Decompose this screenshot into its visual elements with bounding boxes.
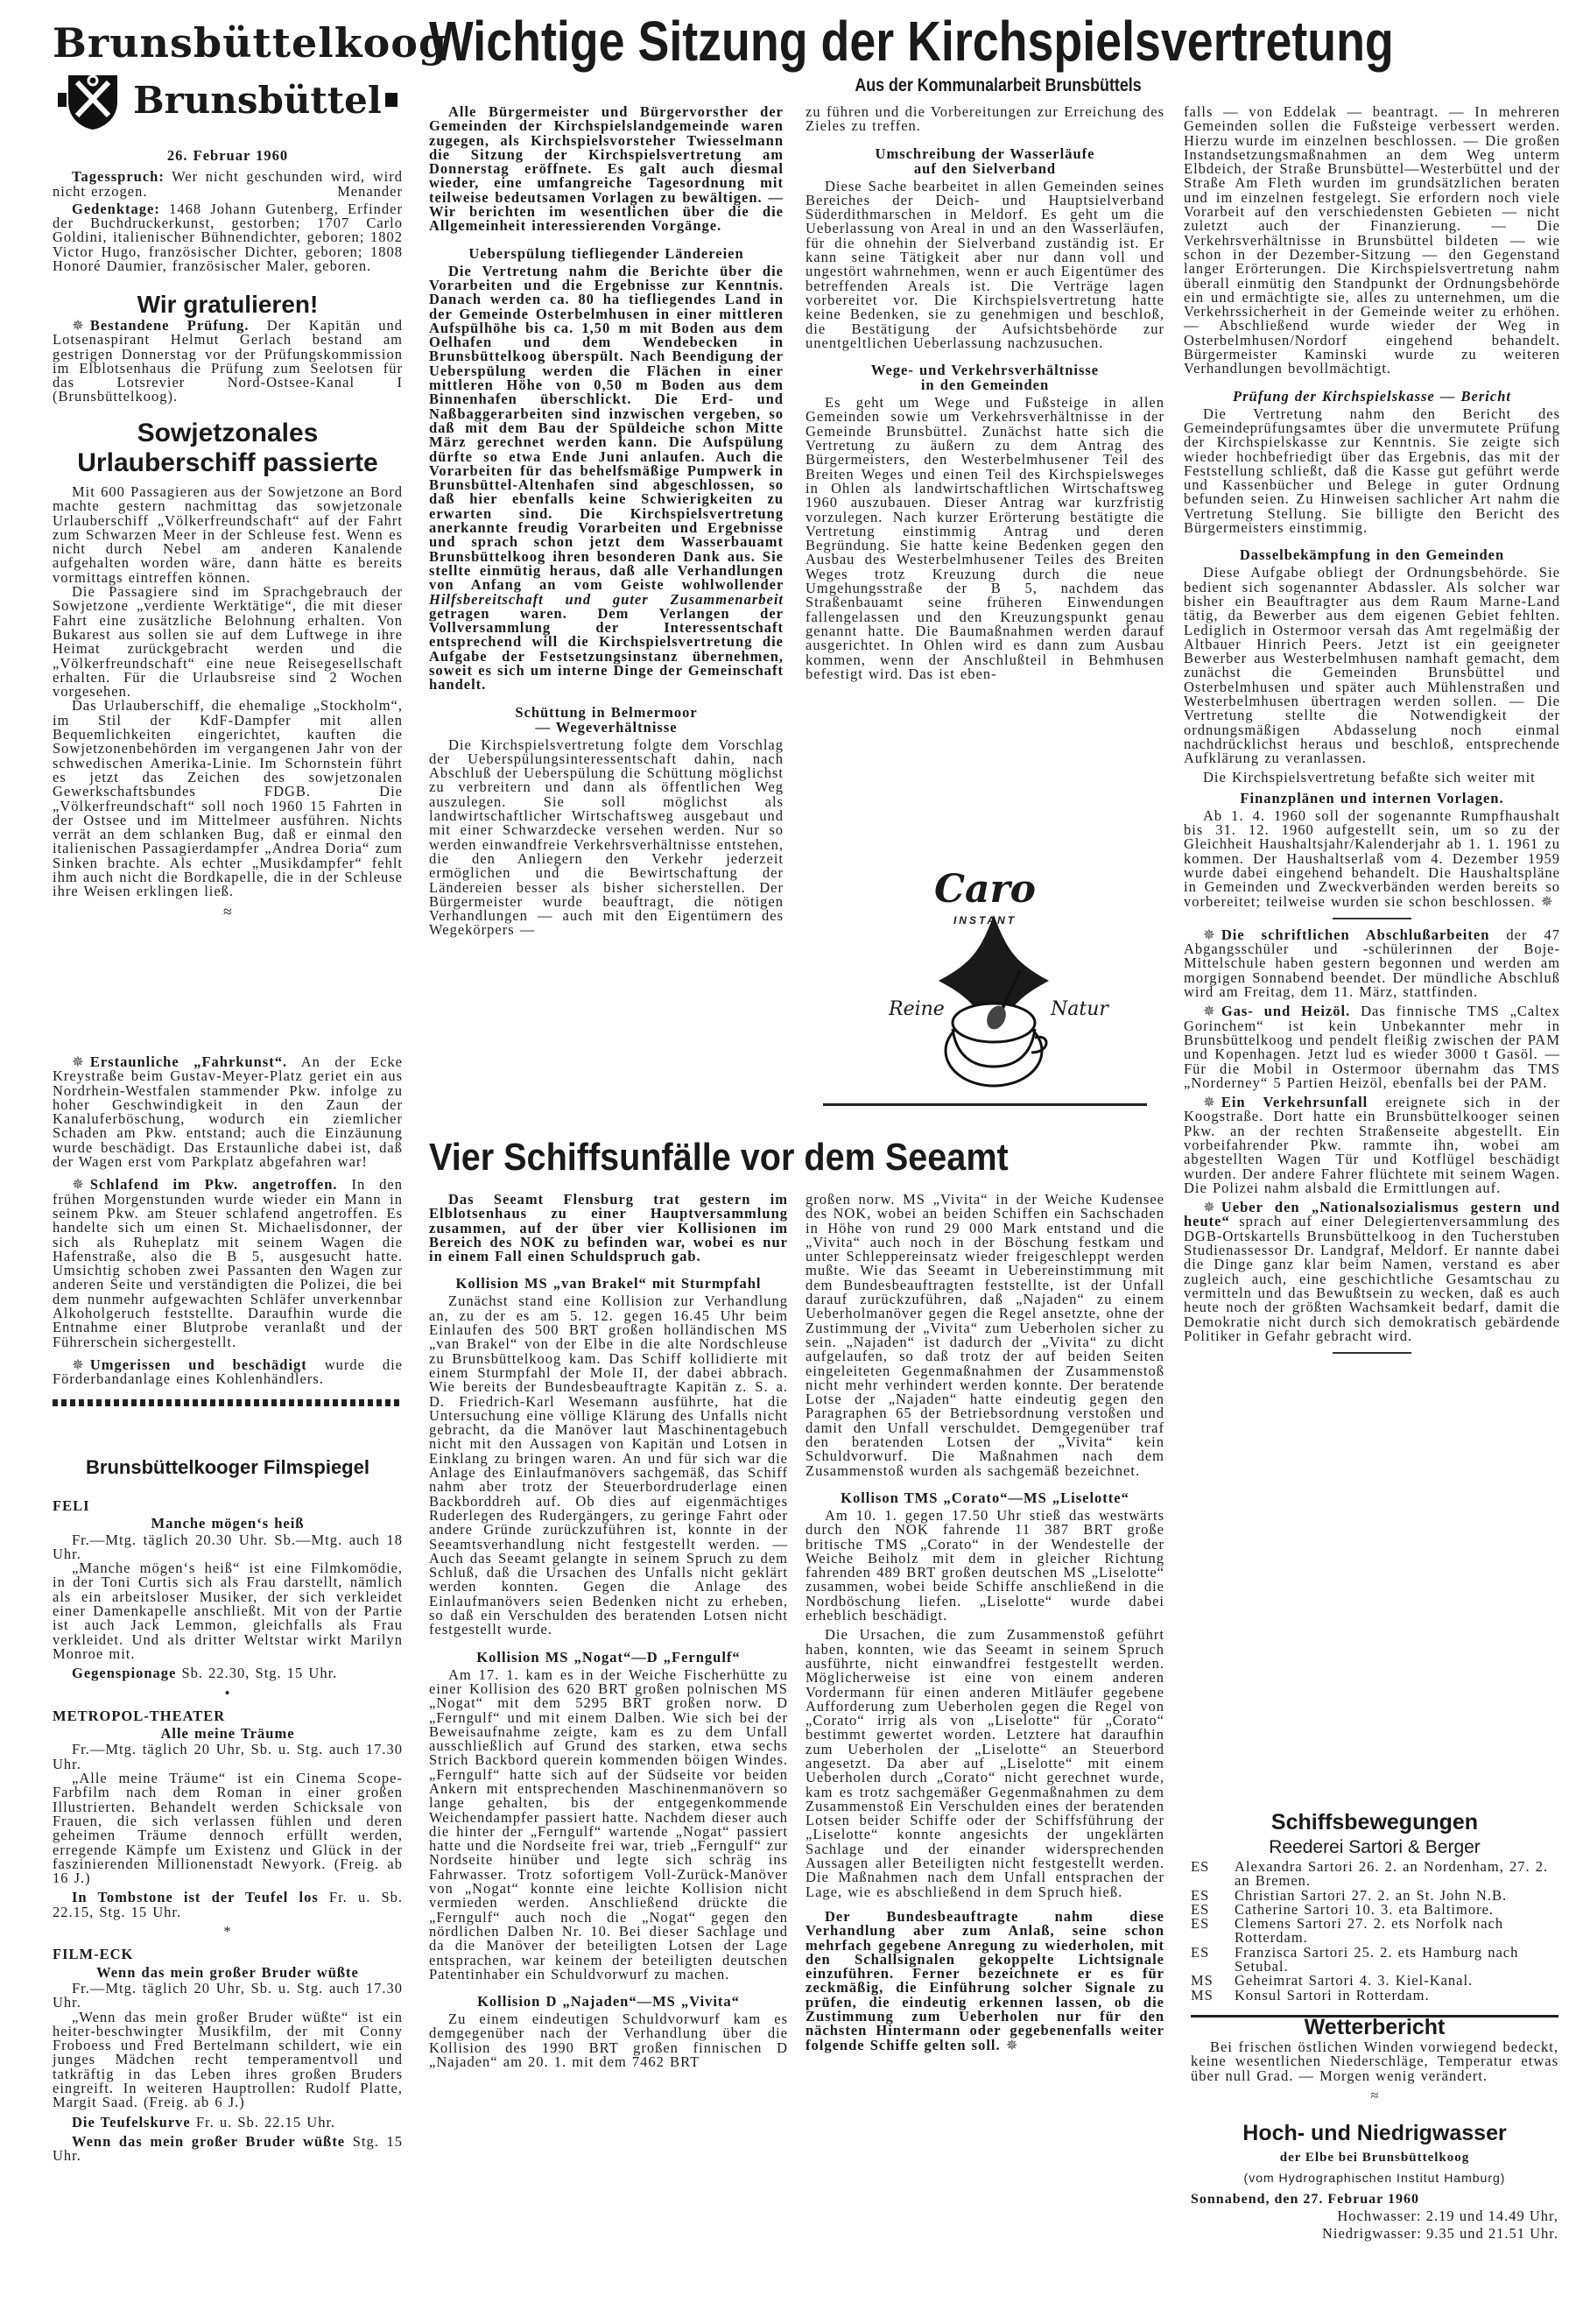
ship-type: MS	[1191, 1986, 1214, 2004]
ship-entry: Franzisca Sartori 25. 2. ets Hamburg nach Setubal.	[1235, 1943, 1519, 1975]
date-header	[53, 149, 403, 278]
ship-type: ES	[1191, 1900, 1210, 1918]
ship-type: MS	[1191, 1972, 1214, 1989]
section-heading: auf den Sielverband	[913, 159, 1057, 177]
ad-slogan-left: Reine	[889, 998, 945, 1020]
ship-type: ES	[1191, 1915, 1210, 1933]
filmspiegel	[53, 1455, 403, 2168]
ship-type: ES	[1191, 1886, 1210, 1904]
news-lead: Die schriftlichen Abschlußarbeiten	[1221, 926, 1490, 943]
section-text: Die Ursachen, die zum Zusammenstoß geführt haben, konnten, wie das Seeamt in seinem Spruch ausführte, nicht einwandfrei festgestellt werden. Möglicherweise ist eine von einem anderen Vordermann für einen anderen Mitläufer gegebene Aufforderung zum Ueberholen gegen die Regel von „Corato“ irrig als von „Liselotte“ für „Corato“ bestimmt gewertet worden. Letztere hat daraufhin zum Ueberholen der „Liselotte“ an Steuerbord angesetzt. Da aber auf „Liselotte“ mit einem Ueberholen durch „Corato“ nicht gerechnet wurde, kam es trotz sachgemäßer Gegenmaßnahmen zu dem Zusammenstoß Ein Verschulden eines der beratenden Lotsen beider Schiffe oder der Schiffsführung der „Liselotte“ konnte angesichts der ungeklärten Sachlage und der einander widersprechenden Aussagen aller Beteiligten nicht festgestellt werden. Die Maßnahmen nach dem Unfall entsprachen der Lage, wie es abschließend in dem Spruch hieß.	[806, 1626, 1164, 1900]
ship-entry: Geheimrat Sartori 4. 3. Kiel-Kanal.	[1235, 1972, 1474, 1989]
film-title: Wenn das mein großer Bruder wüßte	[96, 1963, 359, 1981]
ship-entry: Konsul Sartori in Rotterdam.	[1235, 1986, 1430, 2004]
tagesspruch-author: Menander	[337, 182, 403, 200]
star-icon: ✵	[1203, 926, 1216, 943]
ad-subbrand: INSTANT	[953, 914, 1017, 926]
separator: *	[223, 1923, 232, 1940]
seeamt-headline: Vier Schiffsunfälle vor dem Seeamt	[429, 1136, 1009, 1179]
section-heading: Umschreibung der Wasserläufe	[875, 144, 1095, 162]
star-icon: ✵	[1005, 2036, 1019, 2053]
section-heading: — Wegeverhältnisse	[535, 718, 678, 736]
showtimes: Fr.—Mtg. täglich 20 Uhr, Sb. u. Stg. auch 17.30 Uhr.	[53, 1741, 403, 1772]
tagesspruch-label: Tagesspruch:	[72, 168, 165, 186]
wave-divider: ≈	[1370, 2088, 1379, 2103]
masthead-subtitle: Brunsbüttel	[133, 78, 382, 122]
caro-advertisement	[806, 867, 1164, 1121]
ad-slogan-right: Natur	[1051, 998, 1108, 1020]
paragraph: Das Urlauberschiff, die ehemalige „Stockholm“, im Stil der KdF-Dampfer mit allen Bequemlichkeiten eingerichtet, kauften die Sowjetzonenbehörden im vergangenen Jahr von der schwedischen Amerika-Linie. Im Schornstein führt es jetzt das Zeichen des sowjetzonalen Gewerkschaftsbundes FDGB. Die „Völkerfreundschaft“ soll noch 1960 15 Fahrten in der Ostsee und im Mittelmeer ausführen. Nichts verrät an dem schlanken Bug, daß er einmal den italienischen Passagierdampfer „Andrea Doria“ zum Sinken brachte. Als echter „Musikdampfer“ fehlt ihm auch nicht die Bordkapelle, die in der Schleuse ihre Weisen erklingen ließ.	[53, 697, 403, 900]
film-description: „Alle meine Träume“ ist ein Cinema Scope-Farbfilm nach dem Roman in einer großen Illustrierten. Behandelt werden Schicksale von Frauen, die sich verlassen fühlen und deren geheimen Träume dennoch erfüllt werden, erregende Kämpfe um Existenz und Glück in der faszinierenden Millionenstadt Newyork. (Freig. ab 16 J.)	[53, 1770, 403, 1887]
news-text: In den frühen Morgenstunden wurde wieder ein Mann in seinem Pkw. am Steuer schlafend angetroffen. Es handelte sich um einen St. Michaelisdonner, der sich als Ruheplatz mit seinem Wagen die Hafenstraße, also die B 5, ausgesucht hatte. Umsichtig schoben zwei Passanten den Wagen zur anderen Seite und verständigten die Polizei, die bei dem nunmehr aufgewachten Schläfer unverkennbar Alkoholgeruch feststellte. Daraufhin wurde die Entnahme einer Blutprobe veranlaßt und der Führerschein sichergestellt.	[53, 1176, 403, 1350]
film-title: Gegenspionage	[72, 1665, 177, 1682]
ship-row	[1191, 1943, 1558, 1975]
section-heading: Finanzplänen und internen Vorlagen.	[1240, 789, 1504, 806]
ship-row	[1191, 1986, 1558, 2004]
star-icon: ✵	[1203, 1199, 1216, 1216]
section-heading: in den Gemeinden	[920, 377, 1050, 394]
star-icon: ✵	[1203, 1094, 1216, 1111]
cinema-listing	[53, 1947, 403, 2163]
film-title: Wenn das mein großer Bruder wüßte	[72, 2132, 346, 2150]
low-water-times: Niedrigwasser: 9.35 und 21.51 Uhr.	[1321, 2225, 1558, 2242]
news-lead: Ueber den „Nationalsozialismus gestern und heute“	[1184, 1199, 1560, 1230]
film-title: Die Teufelskurve	[72, 2113, 191, 2130]
section-title: Wetterbericht	[1304, 2015, 1446, 2039]
showtimes: Stg. 15 Uhr.	[53, 2132, 403, 2165]
ornament-divider	[53, 1399, 403, 1406]
news-text: ereignete sich in der Koogstraße. Dort hatte ein Brunsbüttelkooger seinen Pkw. an der rechten Straßenseite abgestellt. Ein vorbeifahrender Pkw. rammte ihn, wobei am abgestellten Wagen Tür und Kotflügel beschädigt wurden. Der andere Fahrer flüchtete mit seinem Wagen. Die Polizei nahm alsbald die Ermittlungen auf.	[1184, 1094, 1560, 1196]
section-heading: Wege- und Verkehrsverhältnisse	[870, 362, 1100, 379]
section-text: Am 17. 1. kam es in der Weiche Fischerhütte zu einer Kollision des 620 BRT großen polnischen MS „Nogat“ mit dem 5295 BRT großen norw. D „Ferngulf“ und mit einem Dalben. Wie sich bei der Beweisaufnahme zeigte, kam es zu dem Unfall ausschließlich auf Grund des starken, etwa sechs Strich Backbord querein kommenden böigen Windes. „Ferngulf“ hatte sich auf der Südseite vor beiden Ankern mit entsprechenden Maschinenmanövern so lange gehalten, bis der entgegenkommende Weichendampfer passiert hatte. Nachdem dieser auch die hinter der „Ferngulf“ wartende „Nogat“ passiert hatte und die Nordseite frei war, trieb „Ferngulf“ zur Nordseite hinüber und legte sich schräg ins Fahrwasser. Trotz sofortigem Voll-Zurück-Manöver von „Nogat“ konnte eine leichte Kollision nicht vermieden werden. Anschließend drückte die „Ferngulf“ auch noch die „Nogat“ gegen den nördlichen Dalben Nr. 10. Bei dieser Sachlage und da die Manöver der beteiligten Lotsen der Lage entsprachen, war keinem der beteiligten deutschen Patentinhaber ein Schuldvorwurf zu machen.	[429, 1666, 788, 1982]
ship-row	[1191, 1917, 1558, 1946]
news-text: sprach auf einer Delegiertenversammlung des DGB-Ortskartells Brunsbüttelkoog in den Tucherstuben Studienassessor Dr. Landgraf, Meldorf. Er nannte dabei die Dinge ganz klar beim Namen, verstand es aber zugleich auch, eine geschichtliche Gesamtschau zu vermitteln und das Bewußtsein zu wecken, daß es auch heute noch der größten Wachsamkeit bedarf, damit die Demokratie nicht durch sich demokratisch gebärdende Politiker in Gefahr gebracht wird.	[1184, 1213, 1561, 1344]
divider	[1333, 1352, 1411, 1354]
news-lead: Schlafend im Pkw. angetroffen.	[89, 1176, 338, 1194]
news-lead: Umgerissen und beschädigt	[89, 1356, 307, 1373]
headline-title: Wichtige Sitzung der Kirchspielsvertretung	[429, 10, 1394, 73]
news-text: Das finnische TMS „Caltex Gorinchem“ ist kein Unbekannter mehr in Brunsbüttelkoog und pendelt fleißig zwischen der PAM und Kopenhagen. Jetzt lud es wieder 3000 t Gasöl. — Für die Mobil in Ostermoor übernahm das TMS „Norderney“ 5 Partien Heizöl, ebenfalls bei der PAM.	[1184, 1003, 1560, 1091]
gratulieren-section	[53, 291, 403, 410]
section-text: Die Vertretung nahm den Bericht des Gemeindeprüfungsamtes über die unvermutete Prüfung der Kirchspielskasse zur Kenntnis. Sie zeigte sich wieder hochbefriedigt über das Ergebnis, das mit der Feststellung schließt, daß die Kasse gut geführt werde und Kassenbücher und Belege in guter Ordnung befunden seien. Zu Hinweisen sachlicher Art nahm die Vertretung Stellung. Sie billigte den Bericht des Bürgermeisters einstimmig.	[1184, 405, 1560, 537]
section-heading: Dasselbekämpfung in den Gemeinden	[1239, 546, 1505, 564]
section-text: falls — von Eddelak — beantragt. — In mehreren Gemeinden sollen die Fußsteige verbessert werden. Hierzu wurde im einzelnen beschlossen. — Die großen Instandsetzungsmaßnahmen an dem Weg unterm Elbdeich, der Straße Brunsbüttel—Westerbüttel und der Straße Am Fleth wurden im grundsätzlichen beraten und im einzelnen festgelegt. Sie erfordern noch viele Vorarbeit auf den verschiedensten Gebieten — nicht zuletzt auch der Finanzierung. — Die Verkehrsverhältnisse in Brunsbüttel bildeten — wie schon in der Dezember-Sitzung — den Gegenstand langer Erörterungen. Die Kirchspielsvertretung nahm überall einmütig den Standpunkt der Ordnungsbehörde ein und ermächtigte sie, alles zu unternehmen, um die Verkehrssicherheit in der Gemeinde weiter zu erhöhen. — Abschließend wurde wieder der Weg in Osterbelmhusen/Nordorf eingehend behandelt. Bürgermeister Kaminski wurde zu weiteren Verhandlungen bevollmächtigt.	[1184, 103, 1560, 377]
section-heading: Kollison TMS „Corato“—MS „Liselotte“	[841, 1489, 1129, 1506]
cinema-name: FILM-ECK	[53, 1946, 134, 1963]
film-description: „Manche mögen‘s heiß“ ist eine Filmkomödie, in der Toni Curtis sich als Frau darstellt, nämlich als ein arbeitsloser Musiker, der sich verkleidet einer Damenkapelle anschließt. Mit von der Partie ist auch Jack Lemmon, gleichfalls als Frau verkleidet. Und als dritter Weltstar wirkt Marilyn Monroe mit.	[53, 1560, 403, 1662]
section-text-italic: Hilfsbereitschaft und guter Zusammenarbeit	[429, 590, 784, 608]
coat-of-arms-icon	[58, 68, 128, 131]
cinema-name: FELI	[53, 1497, 90, 1514]
seeamt-col2	[806, 1193, 1164, 2058]
paragraph: Die Passagiere sind im Sprachgebrauch der Sowjetzone „verdiente Werktätige“, die mit dieser Fahrt eine zusätzliche Belohnung erhalten. Von Bukarest aus sollen sie auf dem Luftwege in ihre Heimat zurückgebracht werden und die „Völkerfreundschaft“ eine neue Reisegesellschaft erhalten. Für die Urlaubsreise sind 2 Wochen vorgesehen.	[53, 583, 403, 701]
section-title: Hoch- und Niedrigwasser	[1242, 2121, 1507, 2145]
main-headline	[429, 11, 1567, 96]
filmspiegel-title: Brunsbüttelkooger Filmspiegel	[86, 1456, 369, 1478]
weather-text: Bei frischen östlichen Winden vorwiegend bedeckt, keine wesentlichen Niederschläge, Temperatur etwas über null Grad. — Morgen wenig verändert.	[1191, 2039, 1558, 2084]
divider	[823, 1103, 1147, 1106]
news-lead: Erstaunliche „Fahrkunst“.	[89, 1053, 288, 1070]
section-text: Diese Aufgabe obliegt der Ordnungsbehörde. Sie bedient sich sogenannter Abdassler. Als solcher war bisher ein Beauftragter aus dem Raum Marne-Land tätig, da Bewerber aus dem eigenen Gebiet fehlten. Lediglich in Ostermoor versah das Amt regelmäßig der Altbauer Hinrich Peers. Jetzt ist ein geeigneter Bewerber aus Westerbelmhusen namhaft gemacht, dem zunächst die Gemeinden Brunsbüttel und Osterbelmhusen und später auch Mühlenstraßen und Westerbelmhusen übertragen werden sollen. — Die Vertretung stellte die Notwendigkeit der ordnungsmäßigen Abdasselung noch einmal nachdrücklichst heraus und beschloß, entsprechende Aufklärung zu veranlassen.	[1184, 564, 1560, 767]
showtimes: Fr. u. Sb. 22.15, Stg. 15 Uhr.	[53, 1889, 404, 1920]
news-text: An der Ecke Kreystraße beim Gustav-Meyer-Platz geriet ein aus Nordrhein-Westfalen stammender Pkw. infolge zu hoher Geschwindigkeit in den Zaun der Kanaluferböschung, wodurch ein ziemlicher Schaden am Pkw. entstand; auch die Einzäunung wurde beschädigt. Das Erstaunliche dabei ist, daß der Wagen erst vom Parkplatz abgefahren war!	[53, 1053, 403, 1171]
section-heading: Schüttung in Belmermoor	[515, 703, 698, 721]
section-text: Die Kirchspielsvertretung folgte dem Vorschlag der Ueberspülungsinteressentschaft dahin, nach Abschluß der Ueberspülung die Schüttung möglichst zu verbreitern und dann als öffentlichen Weg auszulegen. Sie soll möglichst als landwirtschaftlicher Wirtschaftsweg ausgebaut und mit einer Schwarzdecke versehen werden. Nur so werden einwandfreie Verkehrsverhältnisse entstehen, die den Anliegern den Verkehr jederzeit ermöglichen und die Bewirtschaftung der Ländereien besser als bisher sicherstellen. Der Bürgermeister wurde beauftragt, die nötigen Verhandlungen — auch mit den Eigentümern des Wegekörpers —	[429, 736, 784, 939]
article-lead: Das Seeamt Flensburg trat gestern im Elblotsenhaus zu einer Hauptversammlung zusammen, auf der über vier Kollisionen im Bereich des NOK zu befinden war, wobei es nur in einem Fall einen Schuldspruch gab.	[429, 1191, 788, 1265]
section-title: Schiffsbewegungen	[1270, 1810, 1479, 1835]
showtimes: Fr.—Mtg. täglich 20.30 Uhr. Sb.—Mtg. auch 18 Uhr.	[53, 1531, 403, 1562]
star-icon: ✵	[1540, 892, 1554, 910]
star-icon: ✵	[72, 1356, 85, 1373]
star-icon: ✵	[72, 1176, 85, 1194]
news-lead: Gas- und Heizöl.	[1221, 1003, 1351, 1020]
news-text: der 47 Abgangsschüler und -schülerinnen der Boje-Mittelschule haben gestern begonnen und werden am morgigen Sonnabend beendet. Der mündliche Abschluß wird am Freitag, dem 11. März, stattfinden.	[1184, 926, 1560, 1001]
main-article-col1	[429, 105, 784, 943]
showtimes: Sb. 22.30, Stg. 15 Uhr.	[181, 1665, 338, 1682]
masthead-title: Brunsbüttelkoog	[53, 19, 448, 67]
main-article-col3	[1184, 105, 1560, 1363]
news-lead: Bestandene Prüfung.	[89, 317, 250, 334]
ship-entry: Clemens Sartori 27. 2. ets Norfolk nach Rotterdam.	[1235, 1915, 1504, 1947]
article-title: Sowjetzonales	[137, 419, 319, 447]
showtimes: Fr. u. Sb. 22.15 Uhr.	[195, 2113, 336, 2130]
gratulieren-title: Wir gratulieren!	[137, 291, 319, 318]
hoch-niedrigwasser	[1191, 2119, 1558, 2243]
cinema-listing	[53, 1709, 403, 1939]
star-icon: ✵	[72, 317, 85, 334]
closing-text: Der Bundesbeauftragte nahm diese Verhandlung aber zum Anlaß, seine schon mehrfach gegebene Anregung zu wiederholen, mit den Schallsignalen gekoppelte Lichtsignale einzuführen. Ferner bezeichnete er es für zeckmäßig, die Einführung solcher Signale zu prüfen, die eindeutig erkennen lassen, ob die Zustimmung zum Ueberholen nur für den nächsten Hintermann oder gegebenenfalls weiter folgende Schiffe gelten soll.	[806, 1907, 1164, 2053]
showtimes: Fr.—Mtg. täglich 20 Uhr, Sb. u. Stg. auch 17.30 Uhr.	[53, 1979, 403, 2011]
section-text: getragen waren. Dem Verlangen der Vollversammlung der Interessentschaft entsprechend will die Kirchspielsvertretung die Aufgabe der Festsetzungsinstanz übernehmen, soweit es sich um interne Dinge der Gemeinschaft handelt.	[429, 604, 784, 694]
section-text: Zunächst stand eine Kollision zur Verhandlung an, zu der es am 5. 12. gegen 16.45 Uhr beim Einlaufen des 500 BRT großen holländischen MS „van Brakel“ von der Elbe in die alte Nordschleuse zu Brunsbüttelkoog kam. Das Schiff kollidierte mit einem Sturmpfahl der Mole II, der dabei abbrach. Wie bereits der Bundesbeauftragte Kapitän z. S. a. D. Friedrich-Karl Wesemann ausführte, hat die Untersuchung eine völlige Klärung des Unfalls nicht gebracht, da die Manöver laut Maschinentagebuch nicht mit den Aussagen von Kapitän und Lotsen in Einklang zu bringen waren. An und für sich war die Anlage des Einlaufmanövers sachgemäß, das Schiff nahm aber trotz der Steuerbordruderlage einen Backborddreh auf. Ob dies auf eigenmächtiges Ruderlegen des Rudergängers, zu geringe Fahrt oder andere Gründe zurückzuführen ist, konnte in der Seeamtsverhandlung nicht festgestellt werden. — Auch das Seeamt gelangte in seinem Spruch zu dem Schluß, daß die Ursachen des Unfalls nicht geklärt werden konnten. Gegen die Anlage des Einlaufmanövers seien Bedenken nicht zu erheben, so daß ein Verschulden des beratenden Lotsen nicht festgestellt wurde.	[429, 1292, 788, 1638]
section-text: Die Kirchspielsvertretung befaßte sich weiter mit	[1203, 769, 1536, 786]
section-text: Am 10. 1. gegen 17.50 Uhr stieß das westwärts durch den NOK fahrende 11 387 BRT große britische TMS „Corato“ in der Wendestelle der Weiche Beiholz mit dem in gleicher Richtung fahrenden 489 BRT großen deutschen MS „Liselotte“ zusammen, wobei beide Schiffe anschließend in die Nordböschung liefen. „Liselotte“ wurde dabei erheblich beschädigt.	[806, 1506, 1164, 1624]
film-title: Alle meine Träume	[160, 1725, 295, 1743]
section-text: zu führen und die Vorbereitungen zur Erreichung des Zieles zu treffen.	[806, 103, 1164, 135]
tide-date: Sonnabend, den 27. Februar 1960	[1191, 2192, 1419, 2207]
article-title: Urlauberschiff passierte	[77, 448, 378, 477]
ship-row	[1191, 1860, 1558, 1889]
cinema-listing	[53, 1499, 403, 1701]
article-lead: Alle Bürgermeister und Bürgervorsther der Gemeinden der Kirchspielslandgemeinde waren zugegen, als Kirchspielsvorsteher Twiesselmann die Sitzung der Kirchspielsvertretung am Donnerstag eröffnete. Es galt auch diesmal wieder, eine umfangreiche Tagesordnung mit teilweise bedeutsamen Vorlagen zu bewältigen. — Wir berichten im wesentlichen über die die Allgemeinheit interessierenden Vorgänge.	[429, 103, 784, 235]
local-news-left	[53, 1055, 403, 1406]
section-text: großen norw. MS „Vivita“ in der Weiche Kudensee des NOK, wobei an beiden Schiffen ein Sachschaden in Höhe von rund 29 000 Mark entstand und die „Vivita“ auch noch in der Böschung festkam und unter Schleppereinsatz wieder freigeschleppt werden mußte. Wie das Seeamt in Uebereinstimmung mit dem Bundesbeauftragten feststellte, ist der Unfall darauf zurückzuführen, daß „Najaden“ zu einem Ueberholmanöver gegen die Regel ansetzte, ohne der Zustimmung der „Vivita“ zum Ueberholen sicher zu sein. „Najaden“ ist dadurch der „Vivita“ zu dicht aufgelaufen, so daß trotz der auf beiden Seiten eingeleiteten Gegenmaßnahmen der Zusammenstoß nicht mehr verhindert werden konnte. Der beratende Lotse der „Najaden“ hatte eindeutig gegen den Paragraphen 65 der Betriebsordnung verstoßen und damit den Unfall verschuldet. Demgegenüber traf den beratenden Lotsen der „Vivita“ kein Schuldvorwurf. Die Maßnahmen nach dem Zusammenstoß wurden als sachgemäß bezeichnet.	[806, 1191, 1164, 1479]
ad-brand: Caro	[933, 867, 1037, 912]
ship-entry: Alexandra Sartori 26. 2. an Nordenham, 27. 2. an Bremen.	[1235, 1858, 1549, 1890]
star-icon: ✵	[72, 1053, 85, 1070]
section-text: Es geht um Wege und Fußsteige in allen Gemeinden sowie um Verkehrsverhältnisse in der Gemeinde Brunsbüttel. Zunächst hatte sich die Vertretung zu äußern zu dem Antrag des Bürgermeisters, den Westerbelmhusener Teil des Breiten Weges und einen Teil des Kirchspielsweges in Ohlen als landwirtschaftlichen Wirtschaftsweg 1960 auszubauen. Dieser Antrag war kurzfristig vorzulegen. Nach kurzer Erörterung bestätigte die Vertretung einstimmig Antrag und deren Begründung. Sie hatte keine Bedenken gegen den Ausbau des Westerbelmhusener Teiles des Breiten Weges trotz Kreuzung durch die neue Umgehungsstraße der B 5, nachdem das Straßenbauamt seine früheren Einwendungen fallengelassen und den Kreuzungspunkt genau genannt hatte. Die Baumaßnahmen werden darauf ausgerichtet. In Ohlen wird es dann zum Ausbau kommen, wenn der Anschlußteil in Behmhusen befestigt wird. Das ist eben-	[806, 394, 1164, 682]
cinema-name: METROPOL-THEATER	[53, 1707, 226, 1724]
section-heading: Kollision D „Najaden“—MS „Vivita“	[477, 1993, 740, 2011]
film-title: In Tombstone ist der Teufel los	[72, 1889, 319, 1906]
film-title: Manche mögen‘s heiß	[151, 1515, 305, 1532]
section-text: Diese Sache bearbeitet in allen Gemeinden seines Bereiches der Deich- und Hauptsielverband Süderdithmarschen in Meldorf. Es geht um die Ueberlassung von Areal in und an den Wasserläufen, für die ohnehin der Sielverband zuständig ist. Er kann seine Tätigkeit aber nur dann voll und ungestört wahrnehmen, wenn er auch Eigentümer des betreffenden Areals ist. Die Verträge lagen vorbereitet vor. Die Kirchspielsvertretung hatte keine Bedenken, sie zu genehmigen und beschloß, die Bestätigung der Aufsichtsbehörde zur unentgeltlichen Ueberlassung nachzusuchen.	[806, 177, 1164, 351]
sowjet-article	[53, 419, 403, 921]
ship-type: ES	[1191, 1943, 1210, 1961]
ship-entry: Catherine Sartori 10. 3. eta Baltimore.	[1235, 1900, 1495, 1918]
gedenktage-text: 1468 Johann Gutenberg, Erfinder der Buchdruckerkunst, gestorben; 1707 Carlo Goldini, italienischer Bühnendichter, geboren; 1802 Victor Hugo, französischer Dichter, geboren; 1808 Honoré Daumier, französischer Maler, geboren.	[53, 200, 403, 275]
seeamt-col1	[429, 1193, 788, 2074]
section-subtitle: Reederei Sartori & Berger	[1269, 1837, 1481, 1857]
ship-type: ES	[1191, 1858, 1210, 1875]
section-subtitle: der Elbe bei Brunsbüttelkoog	[1279, 2151, 1470, 2165]
divider	[1333, 918, 1411, 919]
section-text: Die Vertretung nahm die Berichte über die Vorarbeiten und die Ergebnisse zur Kenntnis. Danach werden ca. 80 ha tiefliegendes Land in der Gemeinde Osterbelmhusen in einer mittleren Aufspülhöhe bis ca. 1,50 m mit Boden aus dem Oelhafen und dem Wendebecken in Brunsbüttelkoog überspült. Nach Beendigung der Ueberspülung werden die Flächen in einer mittleren Höhe von 0,50 m Boden aus dem Binnenhafen überschlickt. Die Erd- und Naßbaggerarbeiten sind inzwischen vergeben, so daß mit dem Bau der Spüldeiche schon Mitte März gerechnet werden kann. Die Aufspülung dürfte so etwa Ende Juni anlaufen. Auch die Vorarbeiten für das behelfsmäßige Pumpwerk in Brunsbüttel-Altenhafen sind abgeschlossen, so daß hier ebenfalls keine Schwierigkeiten zu erwarten sind. Die Kirchspielsvertretung anerkannte freudig Vorarbeiten und Ergebnisse und sprach schon jetzt dem Wasserbauamt Brunsbüttelkoog ihren besonderen Dank aus. Sie stellte einmütig heraus, daß alle Verhandlungen von Anfang an vom Geiste wohlwollender	[429, 262, 784, 594]
section-subtitle: (vom Hydrographischen Institut Hamburg)	[1243, 2171, 1506, 2185]
issue-date: 26. Februar 1960	[166, 147, 289, 164]
gedenktage-label: Gedenktage:	[72, 200, 160, 217]
separator: •	[224, 1684, 231, 1701]
ship-entry: Christian Sartori 27. 2. an St. John N.B.	[1235, 1886, 1508, 1904]
film-description: „Wenn das mein großer Bruder wüßte“ ist ein heiter-beschwingter Musikfilm, der mit Conny Froboess und Fred Bertelmann schildert, wie ein junges Mädchen recht temperamentvoll und tatkräftig in das Leben ihres großen Bruders eingreift. In weiteren Hauptrollen: Rudolf Platte, Margit Saad. (Freig. ab 6 J.)	[53, 2008, 403, 2111]
news-text: Der Kapitän und Lotsenaspirant Helmut Gerlach bestand am gestrigen Donnerstag vor der Prüfungskommission im Elblotsenhaus die Prüfung zum Seelotsen für das Lotsrevier Nord-Ostsee-Kanal I (Brunsbüttelkoog).	[53, 317, 403, 405]
schiffsbewegungen	[1191, 1809, 1558, 2018]
section-text: Ab 1. 4. 1960 soll der sogenannte Rumpfhaushalt bis 31. 12. 1960 aufgestellt sein, um so zu der Gleichheit Haushaltsjahr/Kalenderjahr ab 1. 1. 1961 zu kommen. Der Haushaltserlaß vom 4. Dezember 1959 wurde dabei eingehend behandelt. Die Haushaltspläne in Gemeinden und Zweckverbänden werden bereits so vorbereitet; teilweise wurden sie schon beschlossen.	[1184, 806, 1560, 910]
paragraph: Mit 600 Passagieren aus der Sowjetzone an Bord machte gestern nachmittag das sowjetzonale Urlauberschiff „Völkerfreundschaft“ auf der Fahrt zum Schwarzen Meer in der Schleuse fest. Wenn es nicht durch Nebel am anderen Kanalende aufgehalten worden wäre, dann hätte es bereits vormittags eintreffen können.	[53, 483, 403, 586]
wave-divider: ≈	[223, 902, 232, 920]
section-heading: Kollision MS „van Brakel“ mit Sturmpfahl	[455, 1275, 762, 1292]
news-text: wurde die Förderbandanlage eines Kohlenhändlers.	[53, 1356, 403, 1388]
main-article-col2	[806, 105, 1164, 687]
masthead	[53, 19, 448, 142]
section-heading: Ueberspülung tiefliegender Ländereien	[468, 244, 744, 262]
tagesspruch-text: Wer nicht geschunden wird, wird nicht erzogen.	[53, 168, 403, 200]
section-heading: Prüfung der Kirchspielskasse — Bericht	[1233, 387, 1511, 405]
high-water-times: Hochwasser: 2.19 und 14.49 Uhr,	[1337, 2208, 1558, 2224]
ship-list	[1191, 1860, 1558, 2003]
wetterbericht	[1191, 2014, 1558, 2104]
headline-subtitle: Aus der Kommunalarbeit Brunsbüttels	[855, 75, 1142, 95]
star-icon: ✵	[1203, 1003, 1216, 1020]
section-heading: Kollision MS „Nogat“—D „Ferngulf“	[476, 1648, 741, 1666]
section-text: Zu einem eindeutigen Schuldvorwurf kam es demgegenüber nach der Verhandlung über die Kollision des 1990 BRT großen finnischen D „Najaden“ am 20. 1. mit dem 7462 BRT	[429, 2011, 788, 2071]
news-lead: Ein Verkehrsunfall	[1221, 1094, 1368, 1111]
